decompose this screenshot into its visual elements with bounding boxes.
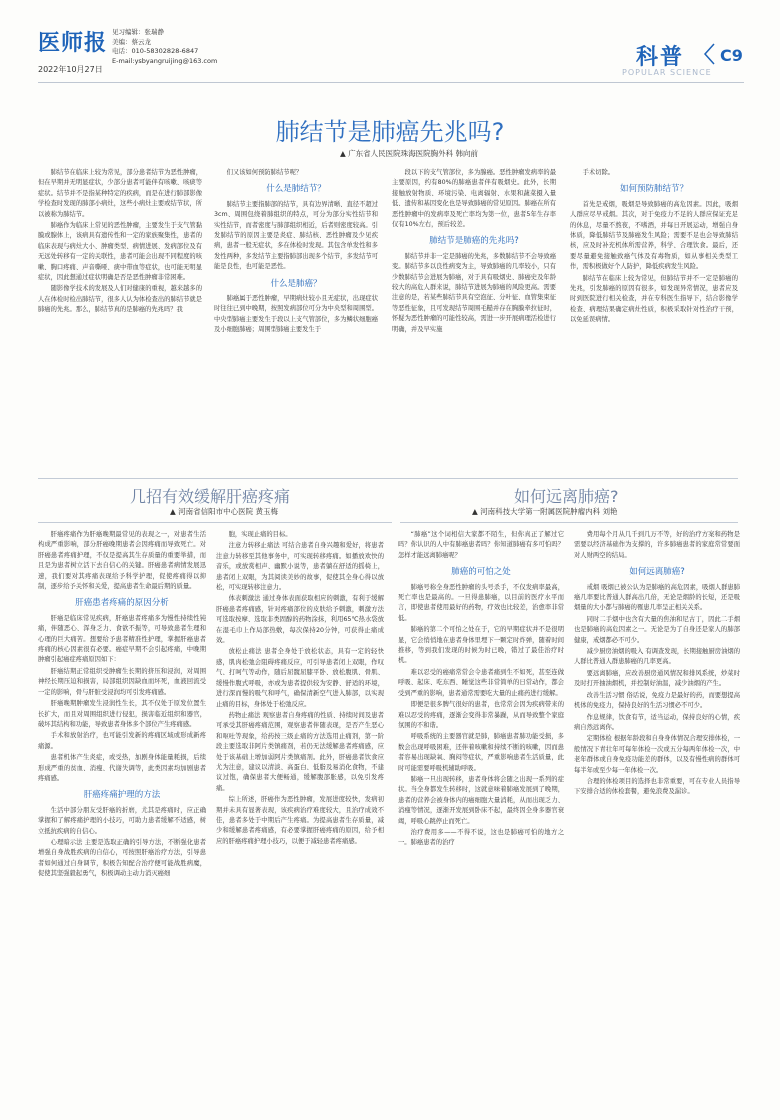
paragraph: 体表刺激法 通过身体表面获取相应的刺激，有利于缓解肝癌患者疼痛感，针对疼痛部位的皮肤给予刺激，刺激方法可选取按摩、选取非类固醇的药物涂抹，利用65℃热水袋放在湿毛巾上作局部热敷，每次保持20分钟，可获得止痛成效。: [216, 595, 384, 645]
article-column: [38, 168, 202, 474]
paragraph: 段以下的支气管部位，多为腺癌。恶性肿瘤发病率的最主要原因，约有80%的肺癌患者伴有吸烟史。此外，长期接触放射物质、环境污染、电离辐射、水果和蔬菜摄入量低、遗传和基因变化也是导致肺癌的常见原因。肺癌在所有恶性肿瘤中的发病率及死亡率均为第一位，患者5年生存率仅有10%左右，预后较差。: [392, 169, 556, 229]
editor-info: [112, 28, 217, 66]
paragraph: 肝癌是临床常见疾病，肝癌患者疼痛多为慢性持续性钝痛，伴随恶心、浑身乏力、食欲不振等，可导致患者生理和心理的巨大痛苦。想要给予患者精准性护理，掌握肝癌患者疼痛的核心因素很有必要。癌症早期不会引起疼痛，中晚期肿瘤引起癌症疼痛原因如下：: [38, 614, 206, 664]
subheading: 如何预防肺结节？: [619, 184, 688, 195]
article-column: [574, 530, 740, 1114]
paragraph: 肝癌疼痛作为肝癌晚期最常见的表现之一，对患者生活构成严重影响，部分肝癌晚期患者会因疼痛而导致死亡。对肝癌患者疼痛护理，不仅是提高其生存质量的重要举措，而且是为患者树立活下去自信心的关键。肝癌患者病情发展迅速，我们要对其疼痛表现给予科学护理，促使疼痛得以抑制，逐步给予关怀和关爱，提高患者生命最后期的质量。: [38, 531, 206, 591]
paragraph: 手术切除。: [582, 169, 615, 176]
paragraph: 即便是很多脾气很好的患者，也常常会因为疾病带来的难以忍受的疼痛，逐渐会变得非常暴躁，从而导致整个家庭氛围的不和谐。: [398, 701, 564, 729]
paragraph: 首先是戒烟，吸烟是导致肺癌的高危因素。因此，吸烟人群应尽早戒烟。其次，对于免疫力不足的人群应保证充足的休息，尽量不熬夜，不嗜酒，并每日开展运动，增强自身体质，降低肺结节及肺癌发生风险；需要不足也会导致肺结核，应及时补充机体所需营养，科学、合理饮食。最后，还要尽量避免接触致癌气体及有毒物质，如从事相关类型工作，需积极做好个人防护，降低疾病发生风险。: [570, 200, 738, 271]
paragraph: 肺结节并非一定是肺癌的先兆，多数肺结节不会导致癌变。肺结节多以良性病变为主，导致肺癌的几率较小，只有少数肺结节会进展为肺癌，对于具有吸烟史、肺癌史及年龄较大的高危人群来说，肺结节进展为肺癌的风险更高。需要注意的是，若某些肺结节具有空泡征、分叶征、血管集束征等恶性征象，且可发现结节周围毛糙并存在胸膜牵拉征时，怀疑为恶性肿瘤的可能性较高，需进一步开展病理活检进行明确，并及早实施: [392, 252, 556, 333]
paragraph: 肺癌的第二个可怕之处在于，它的早期症状并不是很明显，它会悄悄地在患者身体里埋下一颗定时炸弹，随着时间推移，等到我们发现的时候为时已晚，错过了最佳治疗时机。: [398, 626, 564, 665]
header-divider: [38, 82, 744, 83]
title-divider: [38, 522, 392, 523]
article-column: [392, 168, 556, 474]
paragraph: 肺结节在临床上较为常见，部分患者结节为恶性肿瘤，但在早期并无明显症状，少部分患者可能伴有咳嗽、咳痰等症状。结节并不是指某种特定的疾病，而是在进行肺部影像学检查时发现的肺部小病灶，这些小病灶主要或结节状，所以被称为肺结节。: [38, 169, 202, 218]
paragraph: 综上所述，肝癌作为恶性肿瘤，发展进度较快，发病初期并未具有显著表现，该疾病治疗难度较大，且治疗成效不佳，患者多处于中期后产生疼痛。为提高患者生存质量，减少和缓解患者疼痛感，有必要掌握肝癌疼痛的原因，给予相应的肝癌疼痛护理小技巧，以便于减轻患者疼痛感。: [216, 796, 384, 845]
paragraph: 肝癌晚期肿瘤发生浸润性生长，其不仅处于原发位置生长扩大，而且对周围组织进行侵犯，损害临近组织和器官，破坏其结构和功能，导致患者身体多个部位产生疼痛感。: [38, 700, 206, 728]
paragraph: 定期体检 根据年龄段和自身身体情况合理安排体检，一般情况下青壮年可每年体检一次或五分每两年体检一次，中老年群体或自身免疫功能差的群体，以及有慢性病的群体可每半年或至少每一年体检一次。: [574, 735, 740, 774]
paragraph: 肺癌号称全身恶性肿瘤的头号杀手，不仅发病率最高，死亡率也是最高的。一旦得患肺癌，以目前的医疗水平而言，即使患者使用最好的药物，疗效也比较差，治愈率非常低。: [398, 583, 564, 622]
article-column: [214, 168, 378, 474]
paragraph: 们又该如何预防肺结节呢？: [226, 169, 303, 176]
paragraph: 手术和放射治疗，也可能引发新的疼痛区域或形成新疼痛源。: [38, 732, 206, 750]
subheading: 如何远离肺癌?: [629, 567, 685, 578]
editor-line: 美编：蔡云龙: [112, 37, 151, 46]
paragraph: 患者机体产生炎症，或受热，加剧身体能量耗损，后续形成严重的贫血、消瘦、代谢失调等，此类因素均加剧患者疼痛感。: [38, 754, 206, 782]
editor-line: 电话：010-58302828-6847: [112, 47, 199, 55]
paragraph: 同时二手烟中也含有大量的焦油和尼古丁，因此二手烟也是肺癌的高危因素之一。无论是为了自身还是家人的肺部健康，戒烟都必不可少。: [574, 615, 740, 644]
subheading: 肝癌疼痛护理的方法: [83, 790, 161, 801]
paragraph: 肺癌属于恶性肿瘤，早期病灶较小且无症状，出现症状时往往已到中晚期，按照发病部位可分为中央型和周围型。中央型肺癌主要发生于段以上支气管部位，多为鳞状细胞癌及小细胞肺癌；周围型肺癌主要发生于: [214, 295, 378, 334]
article-title: 如何远离肺癌?: [514, 487, 619, 506]
article-title: 肺结节是肺癌先兆吗?: [275, 118, 505, 146]
paragraph: “肺癌”这个词相信大家都不陌生，但你真正了解过它吗？你认识的人中有肺癌患者吗？你知道肺癌有多可怕吗？怎样才能远离肺癌呢？: [398, 531, 564, 559]
article-title: 几招有效缓解肝癌疼痛: [130, 487, 291, 506]
article-author: ▲ 广东省人民医院珠海医院胸外科 韩向前: [340, 149, 479, 158]
paragraph: 肺结节在临床上较为常见，但肺结节并不一定是肺癌的先兆，引发肺癌的原因有很多，如发现异常情况，患者应及时到医院进行相关检查，并在专科医生指导下，结合影像学检查、病理结果确定病灶性质，积极采取针对性治疗干预，以免延误病情。: [570, 274, 738, 324]
subheading: 肺结节是肺癌的先兆吗?: [429, 236, 519, 247]
editor-line: 见习编辑：张瑞静: [112, 28, 164, 36]
subheading: 肺癌的可怕之处: [451, 567, 511, 578]
subheading: 肝癌患者疼痛的原因分析: [75, 598, 169, 609]
subheading: 什么是肺结节？: [266, 184, 326, 195]
issue-date: 2022年10月27日: [38, 65, 103, 74]
masthead-logo: 医师报: [38, 30, 108, 56]
paragraph: 胞，实现止痛的目标。: [228, 531, 292, 538]
paragraph: 戒烟 吸烟已被公认为是肺癌的高危因素，吸烟人群患肺癌几率要比普通人群高出几倍，无论是烟龄的长短，还是吸烟量的大小都与肺癌的罹患几率呈正相关关系。: [574, 583, 740, 612]
article-column: [398, 530, 564, 1114]
paragraph: 要远离肺癌，应改善厨房通风情况和排风系统，炒菜时及时打开抽油烟机，并控制好油温，减少油烟的产生。: [574, 669, 740, 688]
paragraph: 生活中部分朋友受肝癌的折磨，尤其是疼痛时，应正确掌握和了解疼痛护理的小技巧，可助力患者缓解不适感，树立抵抗疾病的自信心。: [38, 806, 206, 835]
article-column: [570, 168, 738, 474]
paragraph: 药物止痛法 观察患者自身疼痛的性质、持续时间及患者可承受其肝癌疼痛范围，观察患者伴随表现，是否产生恶心和呕吐等现象，给药按三级止痛的方法选用止痛剂，第一阶段主要选取非阿片类镇痛剂，若仍无法缓解患者疼痛感，应处于该基础上增加弱阿片类镇痛剂。此外，肝癌患者饮食应尤为注意，建议以清淡、高蛋白、低脂及易消化食物，不建议过饱，确保患者大便畅通，缓解腹部胀感，以免引发疼痛。: [216, 711, 384, 792]
page-number: C9: [720, 46, 743, 65]
paragraph: 合理的体检项目的选择也非常重要，可在专业人员指导下安排合适的体检套餐，避免浪费及漏诊。: [574, 777, 740, 796]
chevron-left-icon: [702, 42, 716, 66]
subheading: 什么是肺癌？: [270, 278, 322, 289]
paragraph: 呼吸系统的主要器官就是肺，肺癌患者肺功能受损，多数会出现呼吸困难，还伴着咳嗽和持续不断的咳嗽，因而患者容易出现缺氧、胸闷等症状，严重影响患者生活质量，此时可能需要呼吸机辅助呼吸。: [398, 733, 564, 772]
section-title: 科普: [636, 45, 685, 70]
paragraph: 注意力转移止痛法 可结合患者自身兴趣和爱好，将患者注意力转移至其他事务中，可实现转移疼痛。如播放欢快的音乐，或放赏相声、幽默小说等，患者躺在舒适的摇椅上，患者闭上双眼，为其阅读美妙的故事，促使其全身心得以放松，可实现转移注意力。: [216, 542, 384, 592]
paragraph: 治疗费用多——不得不说，这也是肺癌可怕的地方之一。肺癌患者的治疗: [398, 828, 564, 847]
paragraph: 肝癌结期正常组织受肿瘤生长期的挤压和浸润，对周围神经长期压迫和损害，局部组织因缺血而坏死，血液回流受一定的影响，骨与肝脏受浸润均可引发疼痛感。: [38, 667, 206, 696]
paragraph: 减少厨房油烟的吸入 有调查发现，长期接触厨房油烟的人群比普通人群患肺癌的几率更高。: [574, 648, 740, 666]
title-divider: [400, 522, 738, 523]
editor-line: E-mail:ysbyangruijing@163.com: [112, 56, 218, 65]
article-column: [216, 530, 384, 1114]
paragraph: 肺结节主要指肺部的结节，具有边界清晰、直径不超过3cm、周围包绕着肺组织的特点，可分为部分实性结节和实性结节，而者密度与肺部组织相近，后者则密度较高。引发肺结节的原因主要是炎症、肺结核、恶性肿瘤及少见疾病，患者一般无症状，多在体检时发现。其包含单发性和多发性两种，多发结节主要指肺部出现多个结节，多发结节可能是良性，也可能是恶性。: [214, 200, 378, 271]
paragraph: 改善生活习惯 俗话说，免疫力是最好的药，而要想提高机体的免疫力，保持良好的生活习惯必不可少。: [574, 691, 740, 710]
paragraph: 放松止痛法 患者全身处于放松状态，具有一定的轻快感，肌肉松弛会阻碍疼痛反应，可引导患者闭上双眼，作叹气、打呵气等动作，随后屈髋屈膝平卧、放松腹肌、骨肌、缓慢作腹式呼吸，亦或为患者提供较为安静、舒适的环境，进行深而慢的吸气和呼气，确保清新空气进入肺部，以实现止痛的目标，身体处于松弛反应。: [216, 648, 384, 708]
section-subtitle: POPULAR SCIENCE: [622, 68, 712, 77]
paragraph: 作息规律，饮食有节，适当运动，保持良好的心情，疾病自然远离你。: [574, 713, 740, 731]
paragraph: 费用每个月从几千到几万不等，好的治疗方案和药物是需要以经济基础作为支撑的，许多肺癌患者的家庭常常要面对人财两空的结局。: [574, 531, 740, 559]
section-divider: [38, 478, 738, 479]
article-author: ▲ 河南科技大学第一附属医院肿瘤内科 刘艳: [472, 507, 618, 516]
paragraph: 难以忍受的癌痛常常会令患者痛到生不如死，甚至连做呼吸、起床、吃东西、睡觉这些非常简单的日常动作，都会受到严重的影响，患者通常需要吃大量的止痛药进行缓解。: [398, 668, 564, 697]
article-author: ▲ 河南省信阳市中心医院 黄玉梅: [170, 507, 279, 516]
paragraph: 心理暗示法 主要是选取正确的引导方法，不断强化患者增强自身战胜疾病的自信心，可按照肝癌治疗方法，引导患者如何通过自身调节，积极告知配合治疗便可能战胜病魔，促使其坚强毅起勇气，积极调动主动力消灭癌细: [38, 838, 206, 878]
paragraph: 随影像学技术的发展及人们对健康的重视，越来越多的人在体检时检出肺结节，很多人认为体检查出的肺结节就是肺癌的先兆。那么，肺结节真的是肺癌的先兆吗？我: [38, 285, 202, 314]
article-column: [38, 530, 206, 1114]
paragraph: 肺癌作为临床上常见的恶性肿瘤，主要发生于支气管黏膜或腺体上，该病具有遗传性和一定的家族聚集性，患者的临床表现与病灶大小、肿瘤类型、病情进展、发病部位及有无远处转移有一定的关联性，患者可能会出现不同程度的咳嗽、胸口疼痛、声音嘶哑、痰中带血等症状，也可能无明显症状，因此想通过症状明确是否是恶性肿瘤非常困难。: [38, 222, 202, 282]
paragraph: 肺癌一旦出现转移，患者身体将会随之出现一系列的症状。当全身都发生转移时，这就意味着肺癌发展到了晚期，患者的营养会被身体内的癌细胞大量消耗，从而出现乏力、消瘦等情况，逐渐开发展到卧床不起，最终因全身多器官衰竭，呼吸心跳停止而死亡。: [398, 775, 564, 825]
